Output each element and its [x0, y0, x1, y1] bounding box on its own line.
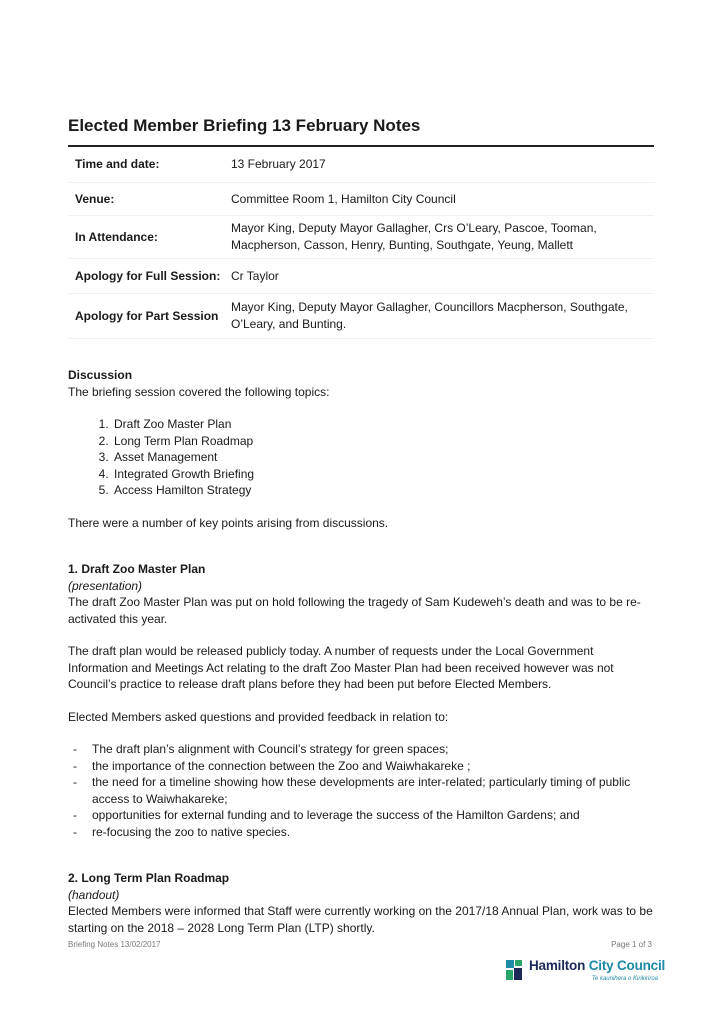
topic-item: 1. Draft Zoo Master Plan	[112, 416, 654, 433]
feedback-list	[68, 741, 654, 840]
section1-para3: Elected Members asked questions and provided feedback in relation to:	[68, 709, 449, 724]
section2-para1: Elected Members were informed that Staff were currently working on the 2017/18 Annual Plan, work was to be starting on the 2018 – 2028 Long Term Plan (LTP) shortly.	[68, 904, 653, 935]
feedback-item: - The draft plan’s alignment with Council’s strategy for green spaces;	[68, 741, 654, 758]
meta-row-time	[68, 147, 654, 183]
discussion-closing: There were a number of key points arising from discussions.	[68, 515, 389, 530]
meta-row-venue	[68, 183, 654, 216]
section1-format: (presentation)	[68, 578, 143, 593]
topic-list	[68, 416, 654, 499]
discussion-heading: Discussion	[68, 368, 133, 382]
feedback-item: - the importance of the connection between the Zoo and Waiwhakareke ;	[68, 758, 654, 775]
section1-heading: 1. Draft Zoo Master Plan	[68, 562, 206, 576]
topic-item: 4. Integrated Growth Briefing	[112, 466, 654, 483]
feedback-item: - opportunities for external funding and to leverage the success of the Hamilton Gardens; and	[68, 807, 654, 824]
meta-value: Mayor King, Deputy Mayor Gallagher, Crs O’Leary, Pascoe, Tooman, Macpherson, Casson, Henry, Bunting, Southgate, Yeung, Mallett	[231, 221, 597, 252]
meta-label: Time and date:	[75, 157, 160, 171]
council-logo	[504, 956, 666, 988]
council-logo-icon	[504, 958, 524, 982]
council-logo-wordmark	[529, 958, 665, 973]
topic-item: 2. Long Term Plan Roadmap	[112, 433, 654, 450]
meta-value: 13 February 2017	[231, 157, 326, 171]
meta-label: In Attendance:	[75, 229, 158, 244]
section1-para1: The draft Zoo Master Plan was put on hold following the tragedy of Sam Kudeweh’s death and was to be re-activated this year.	[68, 595, 641, 626]
meta-row-apology-part	[68, 294, 654, 339]
footer-doc-label: Briefing Notes 13/02/2017	[68, 940, 161, 949]
discussion-intro: The briefing session covered the following topics:	[68, 384, 330, 399]
logo-name-a: Hamilton	[529, 958, 586, 973]
section2-heading: 2. Long Term Plan Roadmap	[68, 871, 230, 885]
page-number: Page 1 of 3	[611, 940, 652, 949]
meta-row-apology-full	[68, 259, 654, 294]
feedback-item: - the need for a timeline showing how these developments are inter-related; particularly timing of public access to Waiwhakareke;	[68, 774, 654, 807]
section1-para2: The draft plan would be released publicly today. A number of requests under the Local Government Information and Meetings Act relating to the draft Zoo Master Plan had been received however was not Council’s practice to release draft plans before they had been put before Elected Members.	[68, 644, 614, 691]
meta-label: Apology for Full Session:	[75, 268, 221, 283]
meeting-details-table	[68, 147, 654, 339]
meta-value: Committee Room 1, Hamilton City Council	[231, 191, 456, 206]
meta-label: Apology for Part Session	[75, 308, 219, 323]
feedback-item: - re-focusing the zoo to native species.	[68, 824, 654, 841]
logo-name-b: City Council	[588, 958, 666, 973]
meta-label: Venue:	[75, 191, 115, 206]
meta-row-attendance	[68, 216, 654, 259]
document-title: Elected Member Briefing 13 February Notes	[68, 116, 421, 135]
meta-value: Mayor King, Deputy Mayor Gallagher, Councillors Macpherson, Southgate, O’Leary, and Bunting.	[231, 300, 628, 331]
topic-item: 3. Asset Management	[112, 449, 654, 466]
topic-item: 5. Access Hamilton Strategy	[112, 482, 654, 499]
meta-value: Cr Taylor	[231, 268, 279, 283]
council-logo-tagline: Te kaunihera o Kirikiriroa	[591, 976, 658, 982]
section2-format: (handout)	[68, 887, 120, 902]
document-body	[68, 367, 654, 936]
